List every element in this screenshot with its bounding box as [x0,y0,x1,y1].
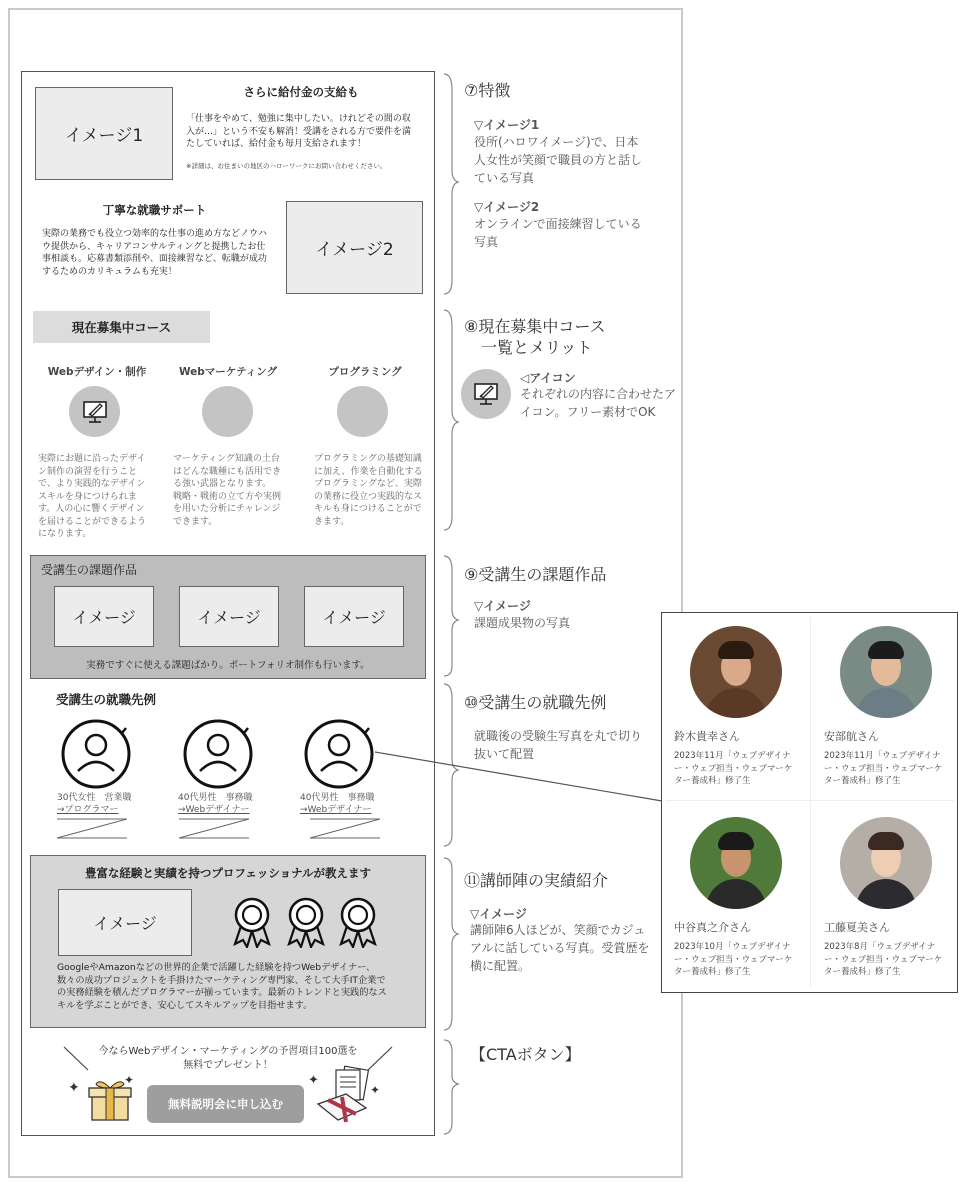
cta-text-line1: 今ならWebデザイン・マーケティングの予習項目100選を [98,1046,358,1057]
benefit-title: さらに給付金の支給も [243,85,359,99]
gift-box-icon [66,1070,146,1124]
work-image-3: イメージ [304,586,404,647]
benefit-body: 「仕事をやめて、勉強に集中したい。けれどその間の収入が…」という不安も解消！受講をされる方で要件を満たしていれば、給付金も毎月支給されます！ [186,114,412,150]
instructors-title: 豊富な経験と実績を持つプロフェッショナルが教えます [84,866,372,880]
career-item-2 [178,793,252,816]
annotation-heading-works: ⑨受講生の課題作品 [464,565,607,584]
annotation-careers-note-body: 就職後の受験生写真を丸で切り抜いて配置 [474,729,643,761]
support-title: 丁寧な就職サポート [102,203,207,217]
support-body: 実際の業務でも役立つ効率的な仕事の進め方などノウハウ提供から、キャリアコンサルティングと提携したお仕事相談も。応募書類添削や、面接練習など、転職が成功するためのカリキュラムも充実！ [42,229,268,277]
annotation-works-note-body: 課題成果物の写真 [474,616,571,630]
person-avatar-icon [182,719,258,789]
graduate-photo [690,817,782,909]
person-avatar-icon [303,719,379,789]
graduate-name: 安部航さん [824,730,879,743]
image-placeholder-2: イメージ2 [286,201,423,294]
course-title-design: Webデザイン・制作 [47,366,147,378]
graduate-desc: 2023年11月「ウェブデザイナー・ウェブ担当・ウェブマーケター養成科」修了生 [824,751,943,786]
annotation-heading-careers: ⑩受講生の就職先例 [464,693,607,712]
annotation-instructors-note-title: ▽イメージ [470,907,527,921]
graduate-card [674,817,804,979]
graduate-photo [690,626,782,718]
work-image-2: イメージ [179,586,279,647]
graduate-desc: 2023年11月「ウェブデザイナー・ウェブ担当・ウェブマーケター養成科」修了生 [674,751,793,786]
award-ribbon-icon [231,896,273,948]
annotation-works-note-title: ▽イメージ [474,599,531,613]
svg-text:✦: ✦ [308,1073,319,1088]
documents-gift-icon [306,1064,386,1126]
graduate-name: 鈴木貴幸さん [674,730,740,743]
career-profile: 40代男性 事務職 [178,793,253,803]
annotation-heading-courses [464,316,606,358]
graduate-name: 中谷真之介さん [674,921,751,934]
annotation-heading-features: ⑦特徴 [464,81,511,100]
image-placeholder-1: イメージ1 [35,87,173,180]
design-tablet-icon [461,369,511,419]
svg-text:✦: ✦ [124,1073,135,1087]
graduate-photo [840,817,932,909]
card-divider [666,800,954,801]
section-braces [440,70,460,1140]
cta-text-line2: 無料でプレゼント！ [183,1060,273,1071]
programming-placeholder-icon [337,386,388,437]
graduate-card [674,626,804,788]
marketing-placeholder-icon [202,386,253,437]
award-ribbon-icon [285,896,327,948]
award-ribbon-icon [337,896,379,948]
career-profile: 40代男性 事務職 [300,793,375,803]
career-profile: 30代女性 営業職 [57,793,132,803]
career-item-1 [57,793,131,816]
placeholder-strike-box [309,818,381,840]
annotation-note2-body: オンラインで面接練習している写真 [474,217,642,249]
svg-text:✦: ✦ [68,1080,80,1096]
svg-text:✦: ✦ [370,1083,381,1097]
cta-apply-button[interactable]: 無料説明会に申し込む [147,1085,304,1123]
course-desc-marketing: マーケティング知識の土台はどんな職種にも活用できる強い武器となります。 戦略・戦術の立て方や実例を用いた分析にチャレンジできます。 [173,454,282,527]
graduate-desc: 2023年10月「ウェブデザイナー・ウェブ担当・ウェブマーケター養成科」修了生 [674,942,793,977]
annotation-note2-title: ▽イメージ2 [474,200,540,214]
connector-line [370,748,666,808]
course-title-programming: プログラミング [328,366,402,378]
benefit-footnote: ※詳細は、お住まいの地区のハローワークにお問い合わせください。 [186,162,387,170]
annotation-instructors-note-body: 講師陣6人ほどが、笑顔でカジュアルに話している写真。受賞歴を横に配置。 [470,923,650,973]
works-title: 受講生の課題作品 [41,563,138,577]
career-result: →Webデザイナー [178,804,250,815]
annotation-heading-courses-line1: ⑧現在募集中コース [464,317,606,336]
careers-title: 受講生の就職先例 [56,692,157,707]
person-avatar-icon [60,719,136,789]
work-image-1: イメージ [54,586,154,647]
annotation-note1-body: 役所(ハロワイメージ)で、日本人女性が笑顔で職員の方と話している写真 [474,135,643,185]
course-desc-programming: プログラミングの基礎知識に加え、作業を自動化するプログラミングなど、実際の業務に役立つ実践的なスキルも身につけることができます。 [314,454,423,527]
annotation-icon-title: ◁アイコン [520,371,576,385]
annotation-heading-cta: 【CTAボタン】 [470,1045,581,1064]
placeholder-strike-box [56,818,128,840]
course-desc-design: 実際にお題に沿ったデザイン制作の演習を行うことで、より実践的なデザインスキルを身につけられます。人の心に響くデザインを届けることができるようになります。 [38,454,147,539]
annotation-heading-courses-line2: 一覧とメリット [481,338,593,357]
courses-banner: 現在募集中コース [33,311,210,343]
annotation-icon-body: それぞれの内容に合わせたアイコン。フリー素材でOK [520,387,677,419]
course-title-marketing: Webマーケティング [178,366,278,378]
annotation-note1-title: ▽イメージ1 [474,118,540,132]
instructors-body: GoogleやAmazonなどの世界的企業で活躍した経験を持つWebデザイナー、数々の成功プロジェクトを手掛けたマーケティング専門家、そして大手IT企業での実務経験を積んだプログラマーが揃っています。最新のトレンドと実践的なスキルを学ぶことができ、安心してスキルアップを目指せます。 [57,962,387,1011]
instructors-image: イメージ [58,889,192,956]
graduate-desc: 2023年8月「ウェブデザイナー・ウェブ担当・ウェブマーケター養成科」修了生 [824,942,943,977]
annotation-heading-instructors: ⑪講師陣の実績紹介 [464,871,609,890]
design-tablet-icon [69,386,120,437]
career-result: →プログラマー [57,804,119,815]
card-divider [810,617,811,987]
placeholder-strike-box [178,818,250,840]
career-item-3 [300,793,374,816]
graduate-name: 工藤夏美さん [824,921,890,934]
graduate-photo [840,626,932,718]
works-caption: 実務ですぐに使える課題ばかり。ポートフォリオ制作も行います。 [86,660,370,671]
career-result: →Webデザイナー [300,804,372,815]
graduate-card [824,626,954,788]
graduate-card [824,817,954,979]
